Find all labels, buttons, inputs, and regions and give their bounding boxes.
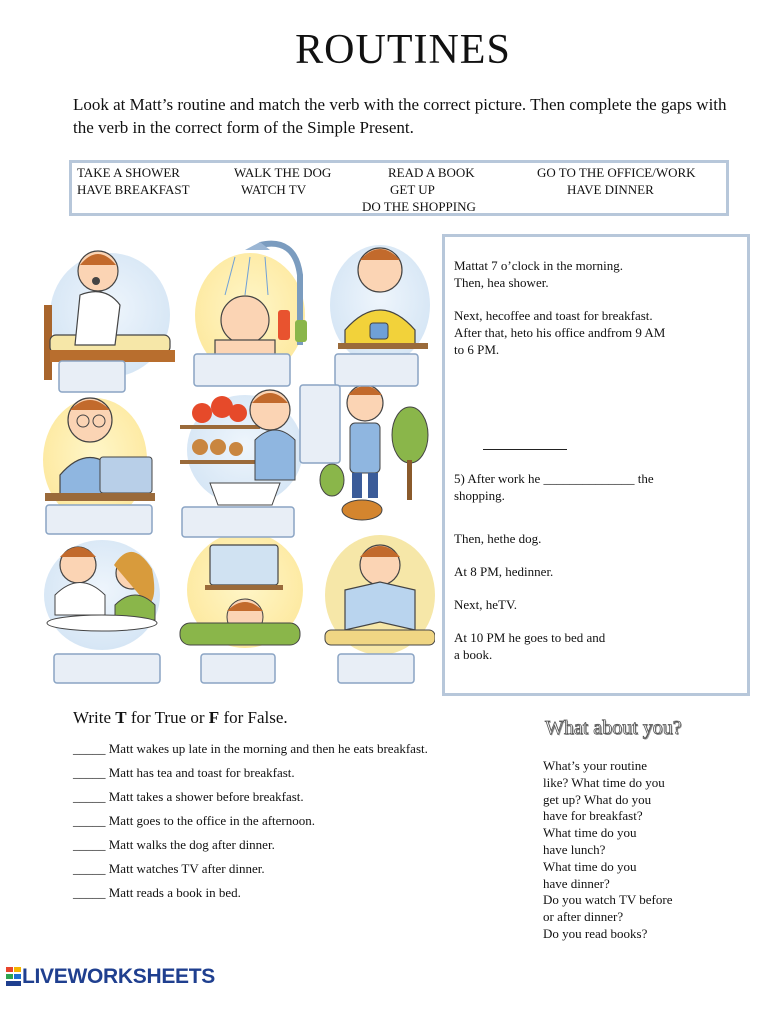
story-line: a book. [454, 647, 493, 662]
logo-text: LIVEWORKSHEETS [22, 965, 215, 988]
story-line: Then, hethe dog. [454, 531, 542, 546]
story-line: After that, heto his office andfrom 9 AM [454, 325, 666, 340]
question-line: like? What time do you [543, 774, 665, 790]
verb-take-a-shower[interactable]: TAKE A SHOWER [77, 165, 180, 180]
office-picture [43, 398, 155, 522]
reading-picture [325, 535, 435, 655]
story-line: 5) After work he ______________ the [454, 471, 654, 486]
verb-bank [69, 160, 729, 216]
about-you-heading: What about you? [545, 717, 682, 739]
answer-gap-line[interactable] [483, 449, 567, 450]
answer-box-9[interactable] [338, 654, 414, 683]
question-line: have for breakfast? [543, 808, 643, 824]
breakfast-picture [330, 245, 430, 365]
story-line: Mattat 7 o’clock in the morning. [454, 258, 623, 273]
question-line: have lunch? [543, 841, 606, 857]
question-line: get up? What do you [543, 791, 652, 807]
answer-box-3[interactable] [335, 354, 418, 386]
story-line: Next, hecoffee and toast for breakfast. [454, 308, 653, 323]
answer-box-6[interactable] [182, 507, 294, 537]
routine-illustrations [40, 235, 435, 685]
answer-box-4[interactable] [300, 385, 340, 463]
question-line: Do you watch TV before [543, 892, 673, 908]
verb-have-dinner[interactable]: HAVE DINNER [567, 182, 654, 197]
answer-box-7[interactable] [54, 654, 160, 683]
true-false-item[interactable]: _____ Matt wakes up late in the morning and then he eats breakfast. [73, 741, 428, 756]
verb-watch-tv[interactable]: WATCH TV [241, 182, 307, 197]
answer-box-8[interactable] [201, 654, 275, 683]
story-line: to 6 PM. [454, 342, 500, 357]
worksheet-title: ROUTINES [295, 27, 511, 73]
instructions: Look at Matt’s routine and match the verb with the correct picture. Then complete the gaps with the verb in the correct form of the Simple Present. [73, 95, 727, 137]
question-line: or after dinner? [543, 909, 624, 925]
story-line: At 10 PM he goes to bed and [454, 630, 606, 645]
story-line: At 8 PM, hedinner. [454, 564, 554, 579]
story-line: Then, hea shower. [454, 275, 549, 290]
verb-have-breakfast[interactable]: HAVE BREAKFAST [77, 182, 190, 197]
shopping-picture [180, 390, 303, 505]
question-line: What’s your routine [543, 758, 647, 773]
answer-box-5[interactable] [46, 505, 152, 534]
verb-do-the-shopping[interactable]: DO THE SHOPPING [362, 199, 476, 214]
question-line: What time do you [543, 825, 637, 841]
story-box [442, 234, 750, 696]
true-false-item[interactable]: _____ Matt goes to the office in the afternoon. [73, 813, 316, 828]
answer-box-1[interactable] [59, 361, 125, 392]
true-false-item[interactable]: _____ Matt walks the dog after dinner. [73, 837, 275, 852]
verb-go-to-office[interactable]: GO TO THE OFFICE/WORK [537, 165, 696, 180]
story-line: Next, heTV. [454, 597, 517, 612]
question-line: What time do you [543, 858, 637, 874]
logo-mark-icon [6, 967, 22, 987]
question-line: Do you read books? [543, 925, 648, 941]
true-false-item[interactable]: _____ Matt reads a book in bed. [73, 885, 241, 900]
verb-walk-the-dog[interactable]: WALK THE DOG [234, 165, 332, 180]
true-false-heading: Write T for True or F for False. [73, 708, 288, 727]
about-you-questions [543, 758, 723, 943]
true-false-item[interactable]: _____ Matt has tea and toast for breakfast. [73, 765, 295, 780]
answer-box-2[interactable] [194, 354, 290, 386]
true-false-item[interactable]: _____ Matt takes a shower before breakfast. [73, 789, 304, 804]
true-false-item[interactable]: _____ Matt watches TV after dinner. [73, 861, 265, 876]
dinner-picture [44, 540, 160, 650]
question-line: have dinner? [543, 875, 610, 891]
story-line: shopping. [454, 488, 505, 503]
watching-tv-picture [180, 532, 303, 648]
verb-get-up[interactable]: GET UP [390, 182, 435, 197]
verb-read-a-book[interactable]: READ A BOOK [388, 165, 475, 180]
liveworksheets-logo [6, 964, 215, 990]
